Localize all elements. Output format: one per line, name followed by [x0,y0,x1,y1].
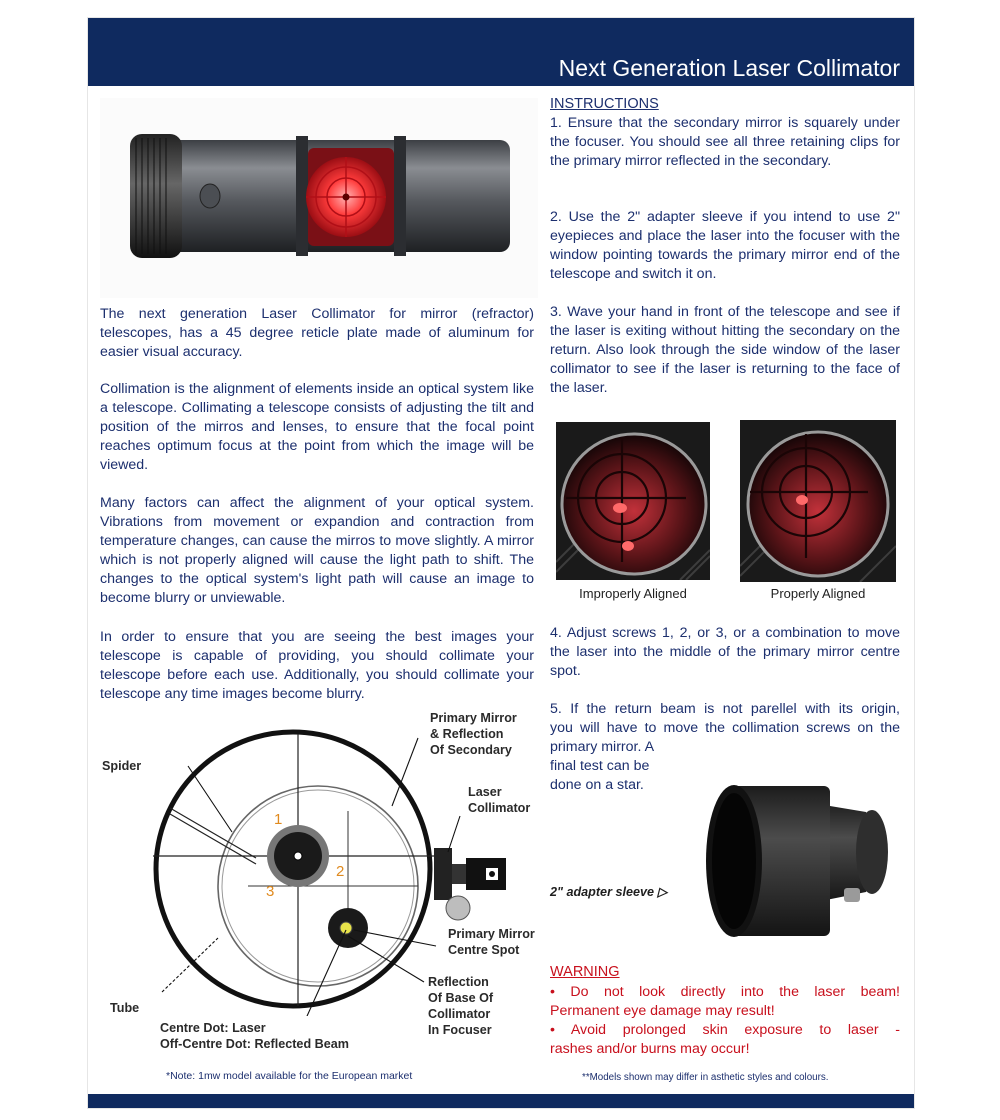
instruction-step-5-line-5: done on a star. [550,777,644,793]
footer-band [88,1094,914,1108]
instruction-step-4: 4. Adjust screws 1, 2, or 3, or a combination to move the laser into the middle of the primary mirror centre spot. [550,625,900,679]
warning-line-1: • Do not look directly into the laser beam! [550,984,900,1000]
intro-paragraph: The next generation Laser Collimator for mirror (refractor) telescopes, has a 45 degree reticle plate made of aluminum for easier visual accuracy. [100,306,534,360]
warning-line-2: Permanent eye damage may result! [550,1003,775,1019]
reflection-base-label: Reflection Of Base Of Collimator In Focuser [428,975,494,1037]
instructions-heading: INSTRUCTIONS [550,96,659,112]
screw-1-label: 1 [274,811,283,828]
instruction-step-5-line-3: primary mirror. A [550,739,655,755]
screw-3-label: 3 [266,883,275,900]
footnote-right: **Models shown may differ in asthetic styles and colours. [582,1072,829,1083]
proper-caption: Properly Aligned [770,586,866,601]
footnote-left: *Note: 1mw model available for the European market [166,1070,413,1082]
instruction-step-3: 3. Wave your hand in front of the telescope and see if the laser is exiting without hitting the secondary on the return. Also look through the side window of the laser collimator to see if the laser is returning to the face of the laser. [550,304,900,396]
tube-label: Tube [110,1001,140,1015]
factors-paragraph: Many factors can affect the alignment of your optical system. Vibrations from movement or expandion and contraction from temperature changes, can cause the mirros to move slightly. A mirror which is not properly aligned will cause the light path to shift. The changes to the optical system's light path will cause an image to become blurry or unviewable. [100,495,534,606]
page-title: Next Generation Laser Collimator [558,55,900,81]
primary-reflection-label: Primary Mirror & Reflection Of Secondary [430,711,517,757]
product-sheet [88,18,914,1108]
primary-centre-spot-label: Primary Mirror Centre Spot [448,927,535,957]
laser-collimator-label: Laser Collimator [468,785,531,815]
centre-dot-label: Centre Dot: Laser Off-Centre Dot: Reflected Beam [160,1021,349,1051]
instruction-step-2: 2. Use the 2" adapter sleeve if you intend to use 2" eyepieces and place the laser into the focuser with the window pointing towards the primary mirror end of the telescope and switch it on. [550,209,900,282]
spider-label: Spider [102,759,142,773]
adapter-sleeve-photo [694,764,894,954]
header-banner [88,18,914,86]
warning-line-4: rashes and/or burns may occur! [550,1041,750,1057]
improper-caption: Improperly Aligned [579,586,687,601]
instruction-step-5-line-2: you will have to move the collimation screws on the [550,720,900,736]
adapter-sleeve-caption: 2" adapter sleeve ▷ [550,885,668,899]
warning-heading: WARNING [550,964,620,980]
screw-2-label: 2 [336,863,345,880]
collimation-paragraph: Collimation is the alignment of elements inside an optical system like a telescope. Collimating a telescope consists of adjusting the tilt and position of the mirros and lenses, to ensure that the focal point reaches optimum focus at the point from which the image will be viewed. [100,381,534,473]
properly-aligned-photo [740,420,896,582]
primary-centre-spot [328,908,368,948]
improperly-aligned-photo [556,422,710,580]
instruction-step-5-line-4: final test can be [550,758,650,774]
warning-line-3: • Avoid prolonged skin exposure to laser - [550,1022,900,1038]
secondary-mirror [267,825,329,887]
collimator-in-focuser [434,848,506,920]
collimation-diagram [148,716,543,1016]
collimator-photo [100,98,538,298]
instruction-step-1: 1. Ensure that the secondary mirror is squarely under the focuser. You should see all three retaining clips for the primary mirror reflected in the secondary. [550,115,900,169]
ensure-paragraph: In order to ensure that you are seeing the best images your telescope is capable of providing, you should collimate your telescope before each use. Additionally, you should collimate your telescope any time images become blurry. [100,629,534,702]
instruction-step-5-line-1: 5. If the return beam is not parellel with its origin, [550,701,900,717]
